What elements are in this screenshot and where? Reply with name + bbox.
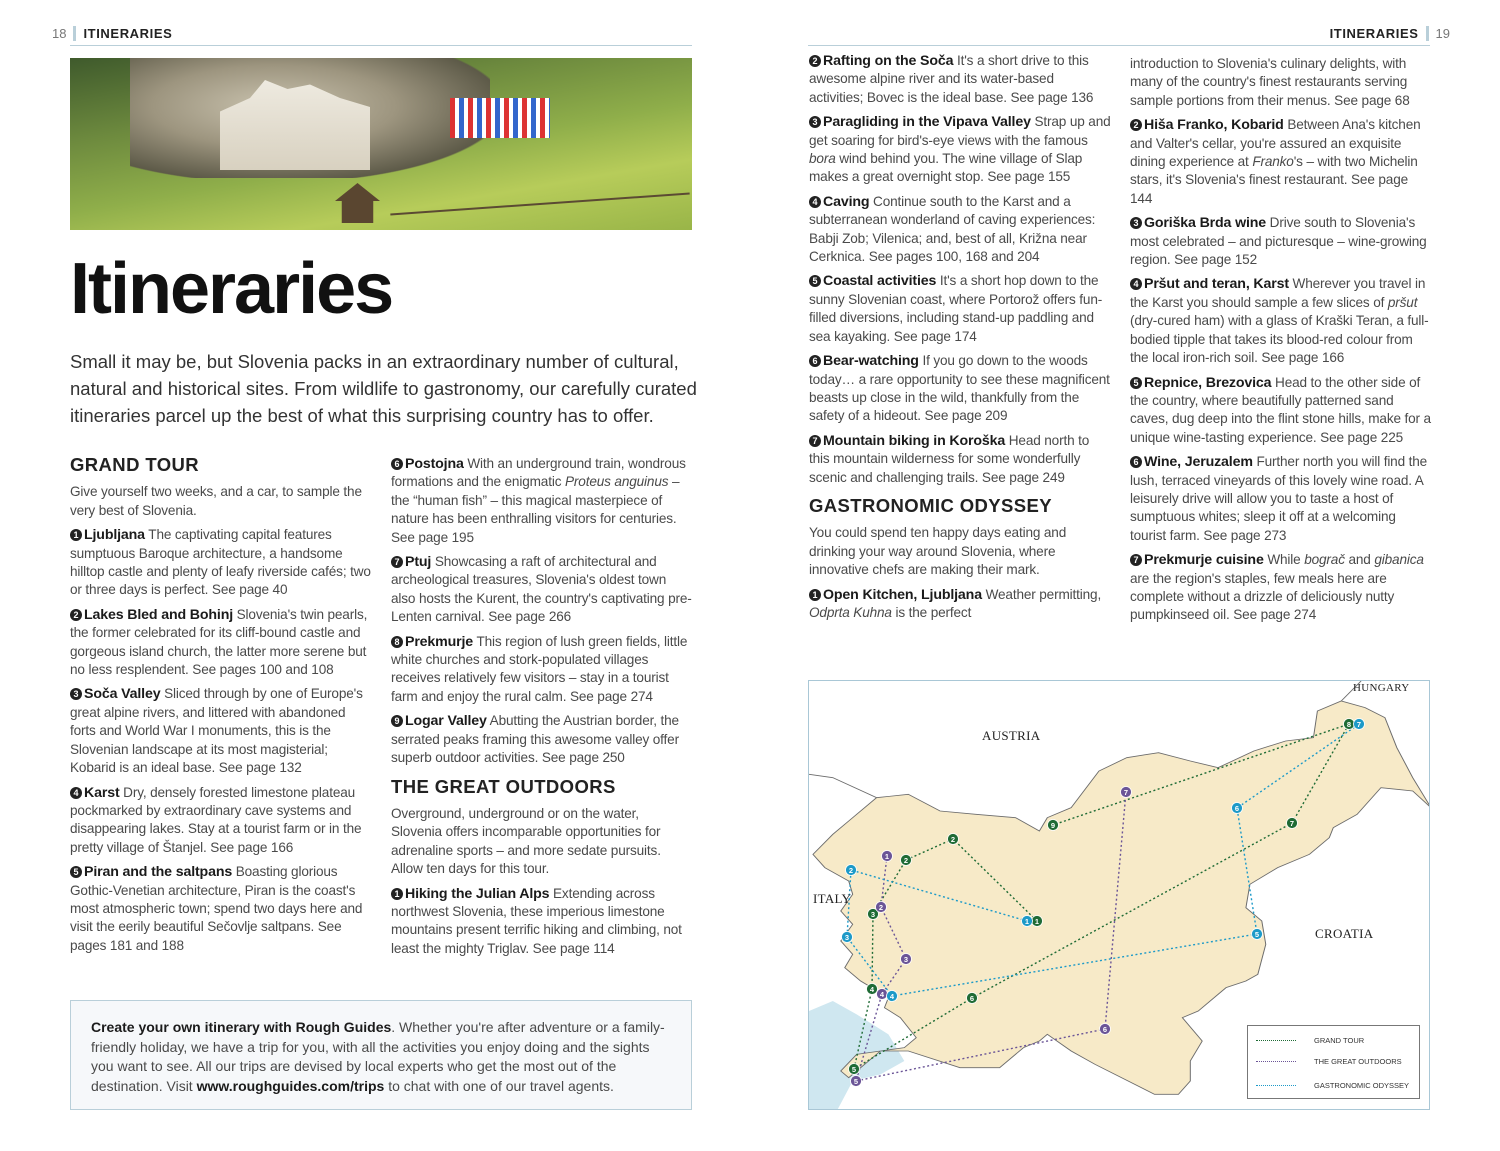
itinerary-entry bbox=[70, 863, 372, 955]
itinerary-entry bbox=[809, 432, 1111, 487]
map-marker-great-outdoors bbox=[876, 902, 887, 913]
svg-text:2: 2 bbox=[950, 834, 956, 844]
entry-text: Abutting the Austrian border, the serrated peaks framing this awesome valley offer superb outdoor activities. See page 250 bbox=[391, 713, 679, 766]
section-intro: You could spend ten happy days eating and drinking your way around Slovenia, where innovative chefs are making their mark. bbox=[809, 525, 1067, 578]
svg-text:1: 1 bbox=[884, 851, 890, 861]
header-divider bbox=[1426, 26, 1429, 41]
entry-name: Ptuj bbox=[405, 554, 432, 571]
itinerary-entry bbox=[1130, 374, 1432, 448]
entry-text: While bbox=[1263, 552, 1305, 568]
entry-text: (dry-cured ham) with a glass of Kraški Teran, a full-bodied tipple that takes its blood-red colour from the local iron-rich soil. See page 166 bbox=[1130, 313, 1429, 366]
number-badge: 3 bbox=[809, 116, 821, 128]
legend-great-outdoors: THE GREAT OUTDOORS bbox=[1256, 1057, 1402, 1066]
map-marker-grand-tour bbox=[901, 855, 912, 866]
entry-text: Boasting glorious Gothic-Venetian architecture, Piran is the coast's most atmospheric town; spend two days here and visit the eerily beautiful Sečovlje saltpans. See pages 181 and 188 bbox=[70, 864, 363, 953]
entry-text: If you go down to the woods today… a rare opportunity to see these magnificent beasts up close in the wild, thankfully from the safety of a hideout. See page 209 bbox=[809, 353, 1110, 424]
itinerary-entry bbox=[391, 455, 693, 547]
map-marker-great-outdoors bbox=[1100, 1024, 1111, 1035]
itinerary-entry bbox=[1130, 453, 1432, 545]
itinerary-entry bbox=[809, 193, 1111, 267]
svg-text:7: 7 bbox=[1356, 719, 1362, 729]
map-marker-gastronomic-odyssey bbox=[1022, 916, 1033, 927]
rough-guides-callout bbox=[70, 1000, 692, 1110]
entry-text: Odprta Kuhna bbox=[809, 604, 892, 620]
entry-text: Extending across northwest Slovenia, these imperious limestone mountains present terrific hiking and climbing, not least the mighty Triglav. See page 114 bbox=[391, 885, 682, 956]
entry-name: Postojna bbox=[405, 456, 464, 472]
route-grand-tour bbox=[854, 724, 1349, 1069]
number-badge: 4 bbox=[809, 196, 821, 208]
column-2 bbox=[391, 455, 693, 964]
svg-text:4: 4 bbox=[889, 991, 895, 1001]
map-legend bbox=[1247, 1025, 1420, 1099]
map-marker-gastronomic-odyssey bbox=[887, 991, 898, 1002]
section-intro: Give yourself two weeks, and a car, to sample the very best of Slovenia. bbox=[70, 484, 362, 518]
map-marker-grand-tour bbox=[1287, 818, 1298, 829]
map-marker-gastronomic-odyssey bbox=[842, 932, 853, 943]
entry-text: It's a short hop down to the sunny Slovenian coast, where Portorož offers fun-filled diversions, including stand-up paddling and sea kayaking. See page 174 bbox=[809, 273, 1103, 344]
entry-text: The captivating capital features sumptuous Baroque architecture, a handsome hilltop castle and plenty of leafy riverside cafés; two or three days is perfect. See page 40 bbox=[70, 527, 371, 598]
callout-heading: Create your own itinerary with Rough Guides bbox=[91, 1019, 392, 1035]
entry-text: Proteus anguinus bbox=[564, 474, 669, 490]
entry-text: Head north to this mountain wilderness for some wonderfully scenic and challenging trails. See page 249 bbox=[809, 432, 1090, 485]
number-badge: 8 bbox=[391, 636, 403, 648]
header-divider bbox=[73, 26, 76, 41]
entry-text: bograč bbox=[1304, 552, 1345, 568]
svg-text:2: 2 bbox=[903, 855, 909, 865]
entry-name: Pršut and teran, Karst bbox=[1144, 276, 1289, 293]
label-austria: AUSTRIA bbox=[982, 728, 1041, 743]
entry-name: Karst bbox=[84, 784, 120, 801]
svg-text:5: 5 bbox=[1254, 929, 1260, 939]
svg-text:9: 9 bbox=[1050, 820, 1056, 830]
svg-text:3: 3 bbox=[870, 909, 876, 919]
svg-text:4: 4 bbox=[879, 989, 885, 999]
number-badge: 9 bbox=[391, 715, 403, 727]
map-marker-great-outdoors bbox=[877, 989, 888, 1000]
callout-text-end: to chat with one of our travel agents. bbox=[384, 1077, 614, 1094]
page-title: Itineraries bbox=[70, 249, 393, 329]
entry-name: Goriška Brda wine bbox=[1144, 215, 1267, 232]
entry-text: Drive south to Slovenia's most celebrated – and picturesque – wine-growing region. See page 152 bbox=[1130, 215, 1427, 268]
callout-link[interactable]: www.roughguides.com/trips bbox=[196, 1077, 385, 1094]
label-hungary: HUNGARY bbox=[1353, 682, 1410, 694]
entry-name: Soča Valley bbox=[84, 686, 161, 703]
entry-text: This region of lush green fields, little white churches and stork-populated villages receives relatively few visitors – stay in a tourist farm and enjoy the rural calm. See page 274 bbox=[391, 633, 688, 704]
column-1 bbox=[70, 452, 372, 961]
entry-text: Sliced through by one of Europe's great alpine rivers, and littered with abandoned forts and World War I monuments, this is the Slovenian landscape at its most magisterial; Kobarid is an ideal base. See page 132 bbox=[70, 686, 363, 776]
hero-photo-predjama-castle bbox=[70, 58, 692, 230]
itinerary-entry bbox=[391, 885, 693, 959]
entry-text: Head to the other side of the country, where beautifully patterned sand caves, dug deep into the flint stone hills, make for a unique wine-tasting experience. See page 225 bbox=[1130, 374, 1431, 445]
itinerary-entry bbox=[1130, 116, 1432, 208]
itinerary-entry: introduction to Slovenia's culinary delights, with many of the country's finest restaurants serving sample portions from their menus. See page 68 bbox=[1130, 56, 1410, 108]
svg-text:7: 7 bbox=[1289, 818, 1295, 828]
svg-text:6: 6 bbox=[1234, 803, 1240, 813]
number-badge: 5 bbox=[70, 866, 82, 878]
entry-name: Logar Valley bbox=[405, 713, 487, 730]
number-badge: 1 bbox=[809, 589, 821, 601]
entry-text: Continue south to the Karst and a subterranean wonderland of caving experiences: Babji Zob; Vilenica; and, best of all, Križna near Cerknica. See pages 100, 168 and 204 bbox=[809, 193, 1096, 265]
legend-gastronomic-odyssey: GASTRONOMIC ODYSSEY bbox=[1256, 1081, 1409, 1090]
entry-text: Dry, densely forested limestone plateau pockmarked by extraordinary cave systems and disappearing lakes. Stay at a tourist farm or in the pretty village of Štanjel. See page 166 bbox=[70, 784, 362, 855]
svg-text:1: 1 bbox=[1034, 916, 1040, 926]
itinerary-entry bbox=[70, 685, 372, 777]
entry-text: Weather permitting, bbox=[981, 586, 1102, 602]
right-page-header bbox=[1330, 26, 1450, 41]
map-marker-great-outdoors bbox=[901, 954, 912, 965]
itinerary-entry bbox=[1130, 214, 1432, 269]
itinerary-entry bbox=[70, 784, 372, 858]
svg-text:3: 3 bbox=[844, 932, 850, 942]
entry-text: gibanica bbox=[1374, 552, 1424, 568]
map-marker-gastronomic-odyssey bbox=[1232, 803, 1243, 814]
entry-name: Prekmurje bbox=[405, 633, 474, 650]
entry-text: pršut bbox=[1387, 294, 1418, 310]
svg-text:1: 1 bbox=[1024, 916, 1030, 926]
number-badge: 3 bbox=[70, 688, 82, 700]
entry-text: 's – with two Michelin stars, it's Slovenia's finest restaurant. See page 144 bbox=[1130, 154, 1418, 206]
svg-text:3: 3 bbox=[903, 954, 909, 964]
itinerary-entry bbox=[70, 526, 372, 600]
entry-name: Rafting on the Soča bbox=[823, 53, 954, 69]
number-badge: 2 bbox=[809, 55, 821, 67]
svg-text:2: 2 bbox=[848, 865, 854, 875]
map-marker-gastronomic-odyssey bbox=[1252, 929, 1263, 940]
itinerary-entry bbox=[809, 352, 1111, 426]
svg-text:4: 4 bbox=[869, 984, 875, 994]
entry-name: Mountain biking in Koroška bbox=[823, 432, 1006, 449]
entry-text: Slovenia's twin pearls, the former celebrated for its cliff-bound castle and gorgeous island church, the latter more serene but no less resplendent. See pages 100 and 108 bbox=[70, 606, 368, 678]
entry-name: Ljubljana bbox=[84, 527, 145, 544]
number-badge: 7 bbox=[391, 556, 403, 568]
svg-text:2: 2 bbox=[878, 902, 884, 912]
section-title: ITINERARIES bbox=[83, 26, 173, 41]
itinerary-entry bbox=[809, 113, 1111, 187]
number-badge: 2 bbox=[70, 609, 82, 621]
svg-text:6: 6 bbox=[969, 993, 975, 1003]
label-italy: ITALY bbox=[813, 891, 852, 906]
entry-text: Franko bbox=[1252, 154, 1294, 170]
number-badge: 1 bbox=[391, 888, 403, 900]
number-badge: 7 bbox=[809, 435, 821, 447]
number-badge: 1 bbox=[70, 529, 82, 541]
itinerary-entry bbox=[809, 52, 1111, 107]
itinerary-entry bbox=[391, 553, 693, 627]
column-4 bbox=[1130, 55, 1432, 631]
entry-text: Wherever you travel in the Karst you should sample a few slices of bbox=[1130, 276, 1426, 310]
itinerary-map bbox=[808, 680, 1430, 1110]
page-number: 19 bbox=[1435, 26, 1450, 41]
section-heading: GASTRONOMIC ODYSSEY bbox=[809, 494, 1052, 516]
entry-name: Bear-watching bbox=[823, 353, 919, 370]
map-marker-great-outdoors bbox=[1121, 787, 1132, 798]
map-marker-great-outdoors bbox=[882, 851, 893, 862]
entry-text: wind behind you. The wine village of Slap makes a great overnight stop. See page 155 bbox=[809, 151, 1083, 185]
svg-text:5: 5 bbox=[851, 1064, 857, 1074]
route-great-outdoors bbox=[856, 792, 1126, 1081]
entry-text: It's a short drive to this awesome alpine river and its water-based activities; Bovec is the ideal base. See page 136 bbox=[809, 53, 1094, 105]
map-marker-gastronomic-odyssey bbox=[846, 865, 857, 876]
entry-text: With an underground train, wondrous formations and the enigmatic bbox=[391, 456, 686, 490]
map-marker-grand-tour bbox=[1344, 719, 1355, 730]
callout-text: . Whether you're after adventure or a family-friendly holiday, we have a trip for you, with all the activities you enjoy doing and the sights you want to see. All our trips are devised by local experts who get the most out of the destination. Visit bbox=[91, 1019, 665, 1094]
entry-name: Repnice, Brezovica bbox=[1144, 374, 1272, 391]
number-badge: 4 bbox=[1130, 278, 1142, 290]
map-marker-grand-tour bbox=[1048, 820, 1059, 831]
entry-text: and bbox=[1344, 552, 1375, 568]
section-intro: Overground, underground or on the water, Slovenia offers incomparable opportunities for adrenaline sports – and more sedate pursuits. Allow ten days for this tour. bbox=[391, 805, 661, 877]
number-badge: 4 bbox=[70, 787, 82, 799]
map-marker-grand-tour bbox=[849, 1064, 860, 1075]
entry-name: Coastal activities bbox=[823, 273, 937, 290]
number-badge: 5 bbox=[1130, 377, 1142, 389]
number-badge: 5 bbox=[809, 275, 821, 287]
entry-name: Hiša Franko, Kobarid bbox=[1144, 117, 1284, 134]
entry-name: Open Kitchen, Ljubljana bbox=[823, 586, 982, 603]
entry-name: Lakes Bled and Bohinj bbox=[84, 606, 233, 623]
entry-name: Piran and the saltpans bbox=[84, 864, 233, 881]
legend-grand-tour: GRAND TOUR bbox=[1256, 1036, 1364, 1045]
label-croatia: CROATIA bbox=[1315, 926, 1374, 941]
entry-text: Between Ana's kitchen and Valter's cellar, you're assured an exquisite dining experience at bbox=[1130, 117, 1421, 170]
entry-name: Caving bbox=[823, 193, 870, 210]
section-heading: THE GREAT OUTDOORS bbox=[391, 775, 616, 797]
map-marker-great-outdoors bbox=[851, 1076, 862, 1087]
intro-paragraph: Small it may be, but Slovenia packs in an extraordinary number of cultural, natural and historical sites. From wildlife to gastronomy, our carefully curated itineraries parcel up the best of what this surprising country has to offer. bbox=[70, 351, 697, 426]
entry-text: are the region's staples, few meals here are complete without a drizzle of deliciously nutty pumpkinseed oil. See page 274 bbox=[1130, 570, 1395, 623]
entry-text: Strap up and get soaring for bird's-eye views with the famous bbox=[809, 114, 1111, 148]
itinerary-entry bbox=[391, 712, 693, 767]
itinerary-entry bbox=[809, 586, 1111, 623]
map-marker-grand-tour bbox=[867, 984, 878, 995]
section-heading: GRAND TOUR bbox=[70, 454, 200, 475]
entry-name: Paragliding in the Vipava Valley bbox=[823, 114, 1031, 131]
map-marker-grand-tour bbox=[1032, 916, 1043, 927]
left-page-header bbox=[52, 26, 172, 41]
entry-name: Prekmurje cuisine bbox=[1144, 552, 1264, 569]
itinerary-entry bbox=[1130, 275, 1432, 367]
entry-name: Hiking the Julian Alps bbox=[405, 885, 550, 902]
itinerary-entry bbox=[391, 633, 693, 707]
number-badge: 6 bbox=[391, 458, 403, 470]
map-marker-grand-tour bbox=[967, 993, 978, 1004]
page-number: 18 bbox=[52, 26, 67, 41]
number-badge: 6 bbox=[1130, 456, 1142, 468]
header-rule bbox=[808, 45, 1430, 46]
entry-text: Further north you will find the lush, terraced vineyards of this lovely wine road. A leisurely drive will allow you to taste a host of sumptuous whites; sleep it off at a welcoming tourist farm. See page 273 bbox=[1130, 454, 1428, 543]
entry-name: Wine, Jeruzalem bbox=[1144, 454, 1253, 471]
entry-text: is the perfect bbox=[891, 604, 972, 620]
itinerary-entry bbox=[70, 606, 372, 680]
number-badge: 6 bbox=[809, 355, 821, 367]
svg-text:6: 6 bbox=[1102, 1024, 1108, 1034]
column-3 bbox=[809, 52, 1111, 628]
number-badge: 3 bbox=[1130, 217, 1142, 229]
itinerary-entry bbox=[809, 272, 1111, 346]
svg-text:5: 5 bbox=[853, 1076, 859, 1086]
number-badge: 7 bbox=[1130, 554, 1142, 566]
svg-text:8: 8 bbox=[1346, 719, 1352, 729]
number-badge: 2 bbox=[1130, 119, 1142, 131]
entry-text: bora bbox=[809, 151, 836, 167]
svg-text:7: 7 bbox=[1123, 787, 1129, 797]
map-marker-grand-tour bbox=[948, 834, 959, 845]
itinerary-entry bbox=[1130, 551, 1432, 625]
header-rule bbox=[70, 45, 692, 46]
entry-text: – the “human fish” – this magical masterpiece of nature has been enthralling visitors for centuries. See page 195 bbox=[391, 474, 680, 545]
route-gastronomic-odyssey bbox=[844, 724, 1359, 996]
section-title: ITINERARIES bbox=[1329, 26, 1419, 41]
map-marker-gastronomic-odyssey bbox=[1354, 719, 1365, 730]
entry-text: Showcasing a raft of architectural and archeological treasures, Slovenia's oldest town also hosts the Kurent, the country's captivating pre-Lenten carnival. See page 266 bbox=[391, 554, 692, 625]
